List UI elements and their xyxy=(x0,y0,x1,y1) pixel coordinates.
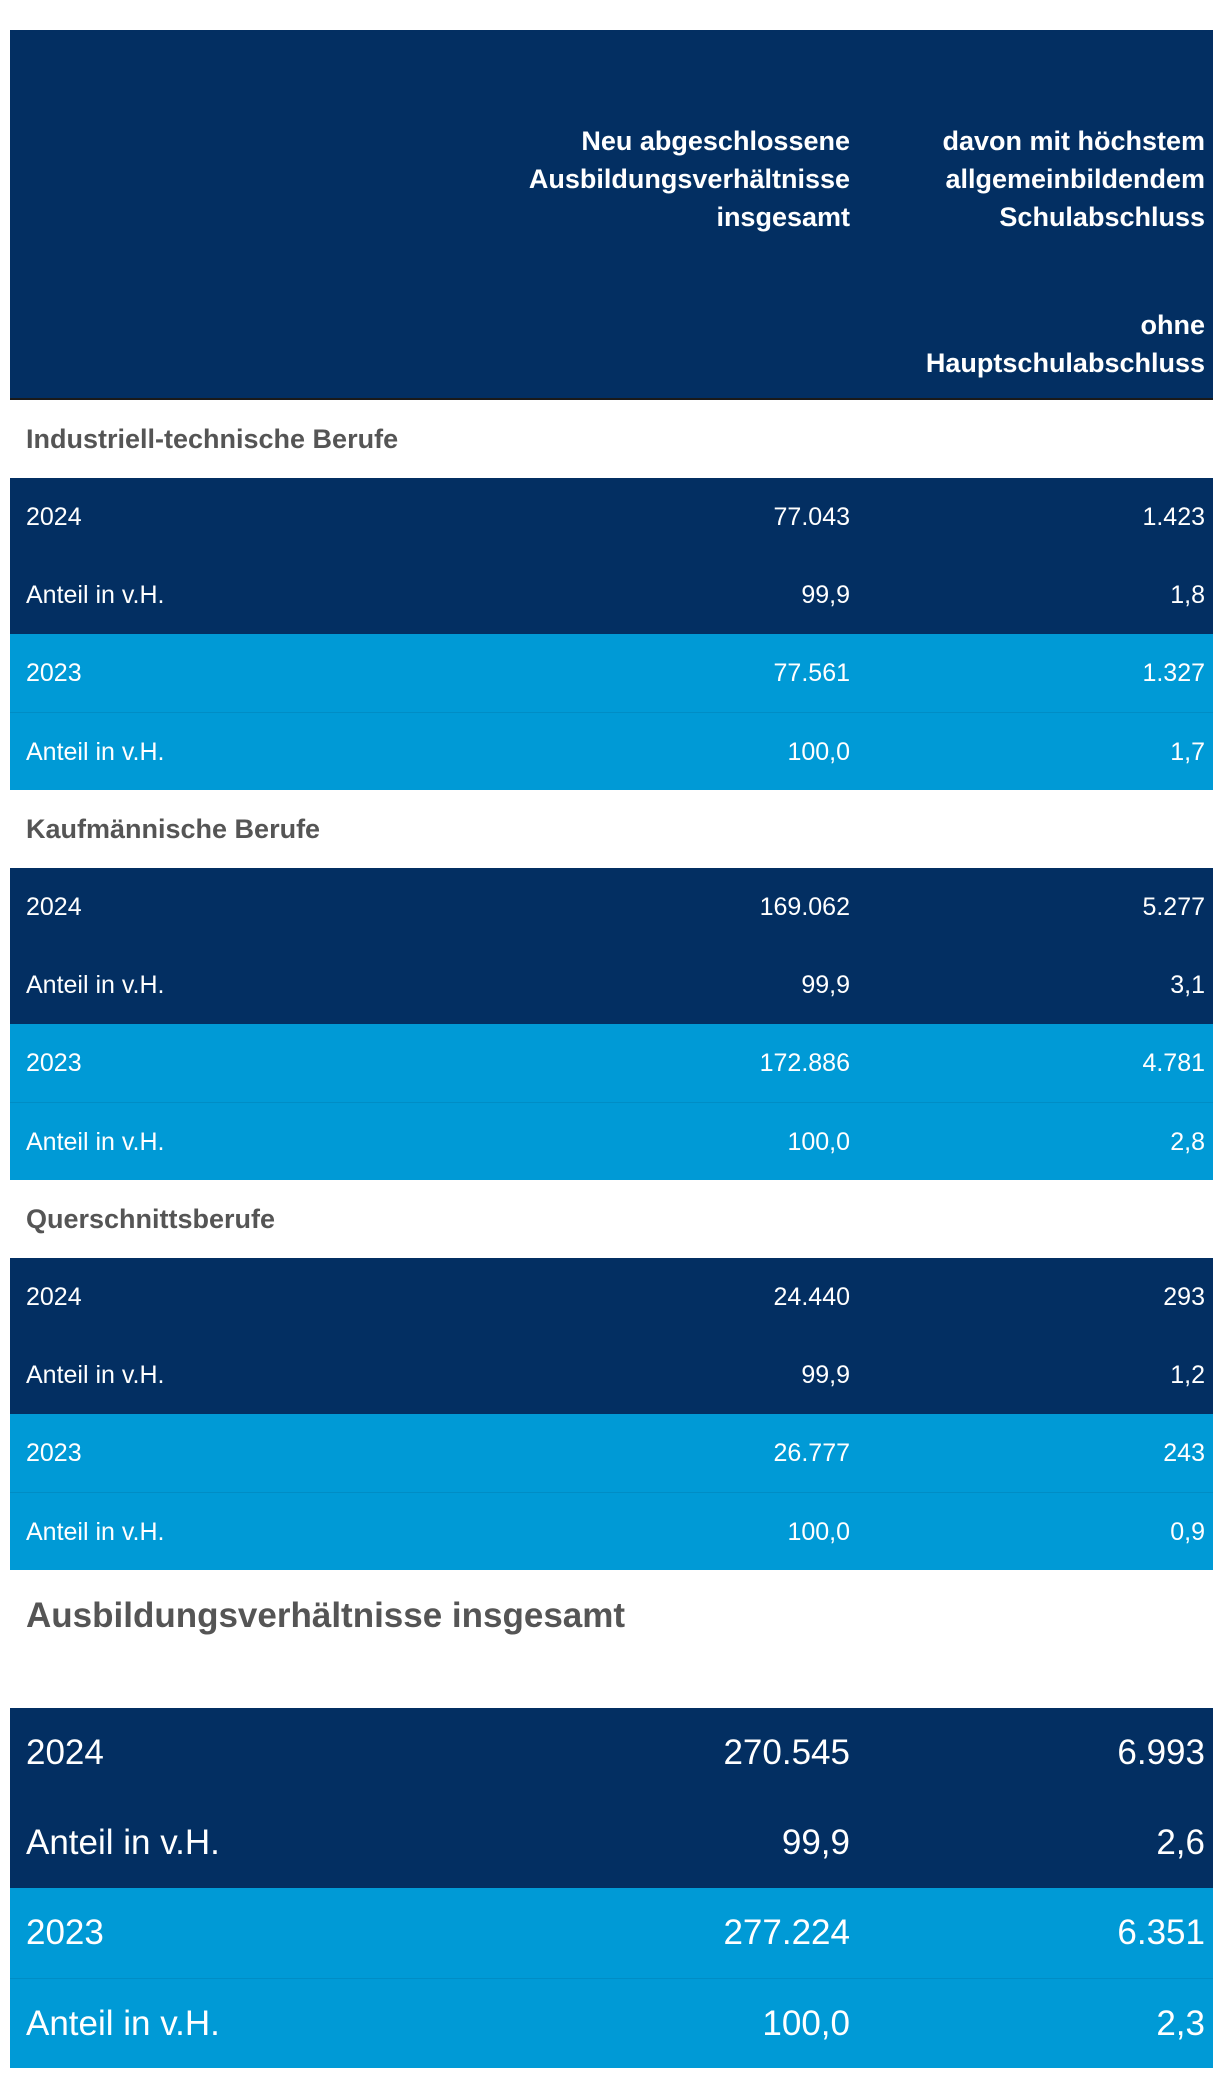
row-total: 277.224 xyxy=(723,1913,850,1952)
table-row xyxy=(10,1414,1213,1492)
row-label: 2024 xyxy=(26,1733,104,1772)
row-label: 2023 xyxy=(26,659,82,687)
table-row xyxy=(10,634,1213,712)
row-label: Anteil in v.H. xyxy=(26,1823,220,1862)
header-col-total: Neu abgeschlossene Ausbildungsverhältnisse insgesamt xyxy=(528,126,850,232)
row-total: 99,9 xyxy=(801,971,850,999)
row-label: 2023 xyxy=(26,1049,82,1077)
row-total: 99,9 xyxy=(801,1361,850,1389)
row-label: 2024 xyxy=(26,1283,82,1311)
row-total: 100,0 xyxy=(787,738,850,766)
row-ohne: 2,3 xyxy=(1156,2004,1205,2043)
row-label: Anteil in v.H. xyxy=(26,971,165,999)
row-ohne: 2,6 xyxy=(1156,1823,1205,1862)
row-ohne: 1,2 xyxy=(1170,1361,1205,1389)
row-total: 172.886 xyxy=(759,1049,850,1077)
table-row xyxy=(10,1258,1213,1336)
row-total: 26.777 xyxy=(773,1439,850,1467)
row-label: Anteil in v.H. xyxy=(26,2004,220,2043)
table-row xyxy=(10,1024,1213,1102)
row-ohne: 3,1 xyxy=(1170,971,1205,999)
table-row xyxy=(10,1492,1213,1570)
row-ohne: 293 xyxy=(1163,1283,1205,1311)
row-ohne: 1,8 xyxy=(1170,581,1205,609)
row-total: 77.043 xyxy=(773,503,850,531)
row-label: 2023 xyxy=(26,1913,104,1952)
table-row xyxy=(10,868,1213,946)
table-row xyxy=(10,478,1213,556)
row-ohne: 1.327 xyxy=(1142,659,1205,687)
row-total: 99,9 xyxy=(781,1823,850,1862)
row-label: Anteil in v.H. xyxy=(26,1128,165,1156)
row-label: 2023 xyxy=(26,1439,82,1467)
header-col-ohne-hauptschulabschluss: ohne Hauptschulabschluss xyxy=(925,310,1205,378)
table-row xyxy=(10,712,1213,790)
table-row xyxy=(10,1888,1213,1978)
row-ohne: 4.781 xyxy=(1142,1049,1205,1077)
section-title: Querschnittsberufe xyxy=(26,1204,276,1234)
table-row xyxy=(10,1708,1213,1798)
row-label: Anteil in v.H. xyxy=(26,738,165,766)
section-title: Industriell-technische Berufe xyxy=(26,424,399,454)
section-title: Kaufmännische Berufe xyxy=(26,814,321,844)
row-ohne: 2,8 xyxy=(1170,1128,1205,1156)
row-total: 100,0 xyxy=(787,1518,850,1546)
totals-section xyxy=(10,1570,1213,2068)
table-row xyxy=(10,1102,1213,1180)
row-total: 100,0 xyxy=(762,2004,850,2043)
row-total: 77.561 xyxy=(773,659,850,687)
row-label: 2024 xyxy=(26,503,82,531)
totals-title: Ausbildungsverhältnisse insgesamt xyxy=(26,1596,626,1635)
row-ohne: 5.277 xyxy=(1142,893,1205,921)
row-ohne: 1,7 xyxy=(1170,738,1205,766)
row-ohne: 6.993 xyxy=(1117,1733,1205,1772)
row-total: 99,9 xyxy=(801,581,850,609)
row-total: 100,0 xyxy=(787,1128,850,1156)
row-ohne: 6.351 xyxy=(1117,1913,1205,1952)
table-header xyxy=(10,30,1213,400)
row-label: Anteil in v.H. xyxy=(26,1361,165,1389)
row-label: Anteil in v.H. xyxy=(26,1518,165,1546)
row-label: Anteil in v.H. xyxy=(26,581,165,609)
row-total: 169.062 xyxy=(759,893,850,921)
row-ohne: 0,9 xyxy=(1170,1518,1205,1546)
row-total: 24.440 xyxy=(773,1283,850,1311)
table-row xyxy=(10,556,1213,634)
table-row xyxy=(10,1798,1213,1888)
table-row xyxy=(10,1978,1213,2068)
header-col-schulabschluss: davon mit höchstem allgemeinbildendem Schulabschluss xyxy=(942,126,1205,232)
data-table xyxy=(10,30,1213,2068)
table-row xyxy=(10,1336,1213,1414)
row-label: 2024 xyxy=(26,893,82,921)
row-ohne: 1.423 xyxy=(1142,503,1205,531)
row-total: 270.545 xyxy=(723,1733,850,1772)
row-ohne: 243 xyxy=(1163,1439,1205,1467)
table-row xyxy=(10,946,1213,1024)
